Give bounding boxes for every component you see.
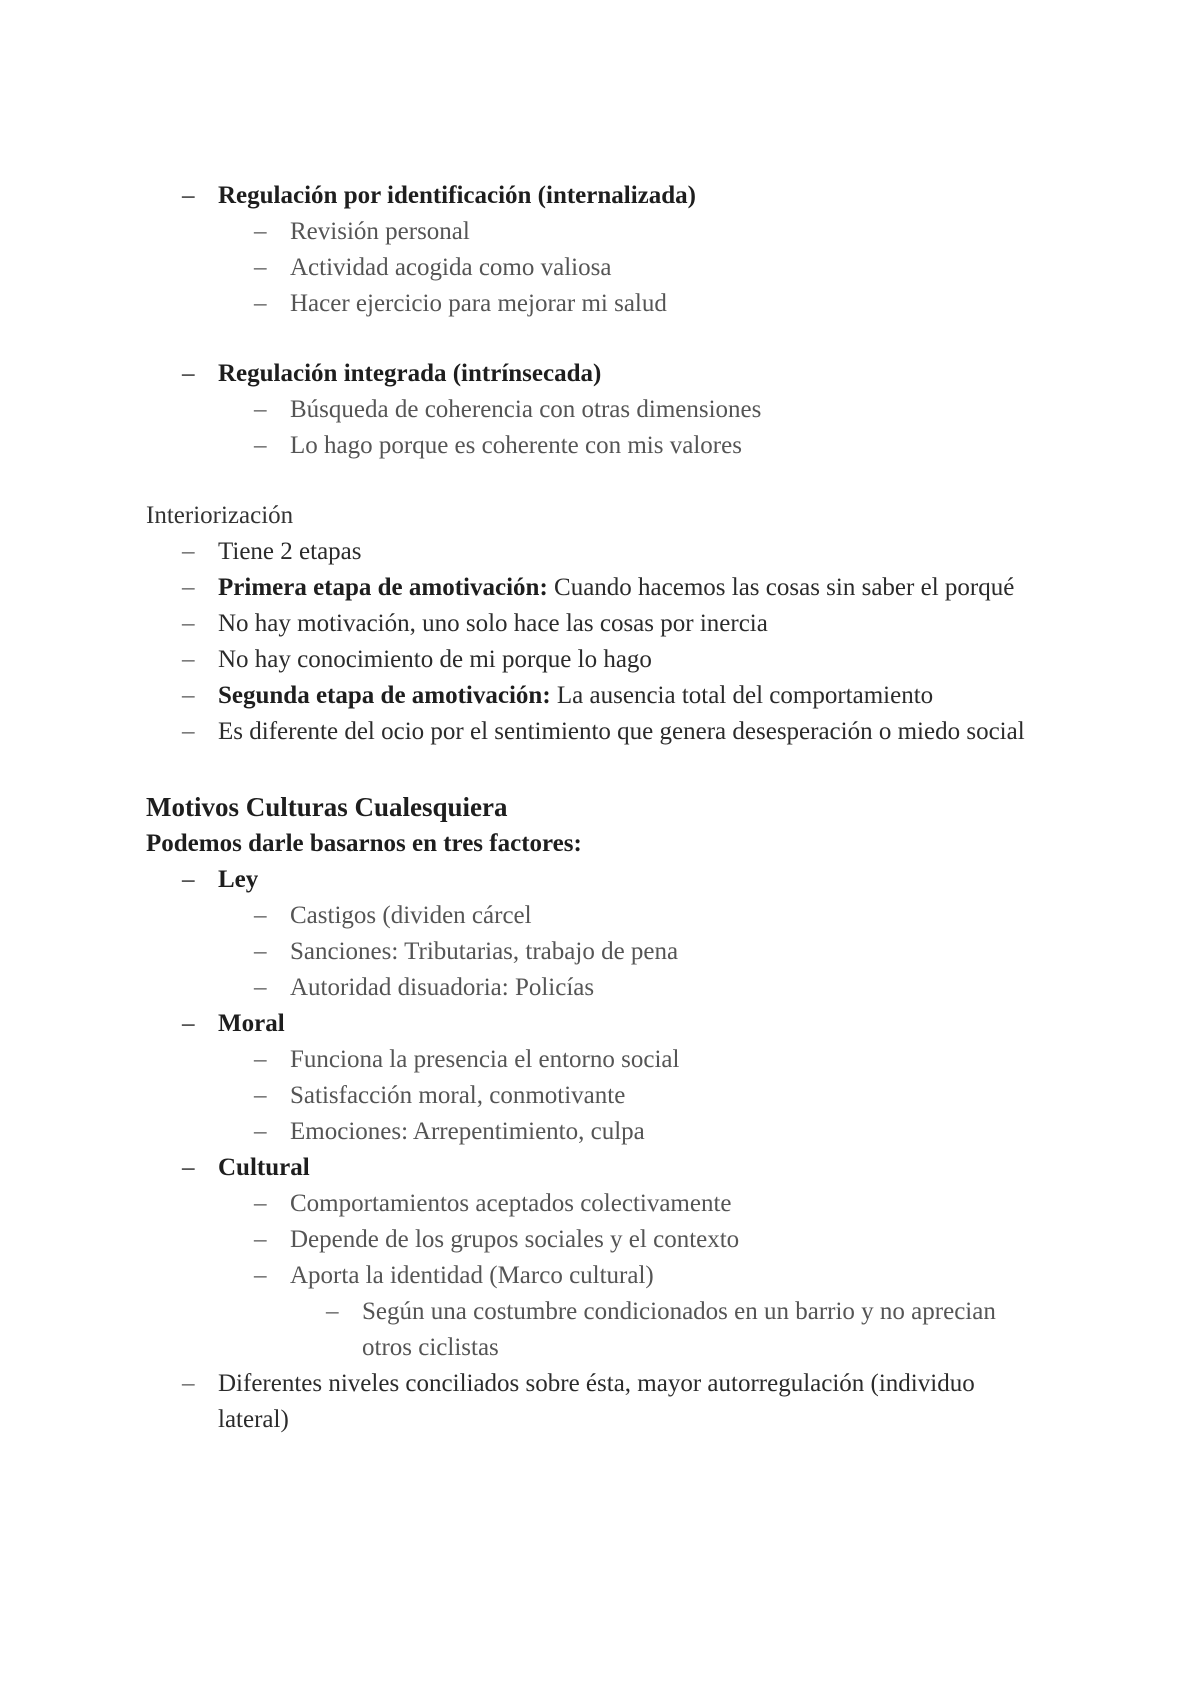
- section-title: Motivos Culturas Cualesquiera: [146, 792, 508, 822]
- list-item: – Aporta la identidad (Marco cultural): [146, 1258, 1046, 1294]
- item-text: Tiene 2 etapas: [218, 538, 362, 565]
- list-motivos: [146, 862, 1046, 1438]
- list-item: [146, 714, 1046, 750]
- bold-lead: Segunda etapa de amotivación:: [218, 682, 551, 709]
- heading-regulacion-integrada: – Regulación integrada (intrínsecada): [146, 356, 1046, 392]
- list-item: – Actividad acogida como valiosa: [146, 250, 1046, 286]
- item-text: La ausencia total del comportamiento: [550, 682, 934, 709]
- heading-cultural: – Cultural: [146, 1150, 1046, 1186]
- spacer: [146, 464, 1046, 498]
- spacer: [146, 322, 1046, 356]
- spacer: [146, 750, 1046, 788]
- list-item: – Sanciones: Tributarias, trabajo de pena: [146, 934, 1046, 970]
- item-text: Es diferente del ocio por el sentimiento que genera desesperación o miedo social: [218, 718, 1025, 745]
- list-item: [146, 570, 1046, 606]
- list-regulacion-integrada: [146, 356, 1046, 464]
- list-item: [146, 534, 1046, 570]
- heading-ley: – Ley: [146, 862, 1046, 898]
- heading-moral: – Moral: [146, 1006, 1046, 1042]
- list-item-closing: – Diferentes niveles conciliados sobre ésta, mayor autorregulación (individuo lateral): [146, 1366, 1046, 1438]
- list-item: – Emociones: Arrepentimiento, culpa: [146, 1114, 1046, 1150]
- item-text: Cuando hacemos las cosas sin saber el porqué: [547, 574, 1015, 601]
- list-item: [146, 678, 1046, 714]
- list-regulacion-identificacion: [146, 178, 1046, 322]
- list-item: – Depende de los grupos sociales y el contexto: [146, 1222, 1046, 1258]
- item-text: No hay conocimiento de mi porque lo hago: [218, 646, 652, 673]
- list-item: – Hacer ejercicio para mejorar mi salud: [146, 286, 1046, 322]
- list-item: [146, 642, 1046, 678]
- list-item: – Castigos (dividen cárcel: [146, 898, 1046, 934]
- list-interiorizacion: [146, 534, 1046, 750]
- list-item: [146, 606, 1046, 642]
- nested-list-item: – Según una costumbre condicionados en un barrio y no aprecian otros ciclistas: [146, 1294, 1046, 1366]
- list-item: – Revisión personal: [146, 214, 1046, 250]
- list-item: – Búsqueda de coherencia con otras dimensiones: [146, 392, 1046, 428]
- list-item: – Lo hago porque es coherente con mis valores: [146, 428, 1046, 464]
- list-item: – Satisfacción moral, conmotivante: [146, 1078, 1046, 1114]
- bold-lead: Primera etapa de amotivación:: [218, 574, 548, 601]
- item-text: No hay motivación, uno solo hace las cosas por inercia: [218, 610, 768, 637]
- list-item: – Comportamientos aceptados colectivamente: [146, 1186, 1046, 1222]
- list-item: – Funciona la presencia el entorno social: [146, 1042, 1046, 1078]
- heading-regulacion-identificacion: – Regulación por identificación (internalizada): [146, 178, 1046, 214]
- section-subtitle: Podemos darle basarnos en tres factores:: [146, 830, 582, 857]
- heading-interiorizacion: Interiorización: [146, 502, 294, 529]
- list-item: – Autoridad disuadoria: Policías: [146, 970, 1046, 1006]
- document-page: [146, 178, 1046, 1438]
